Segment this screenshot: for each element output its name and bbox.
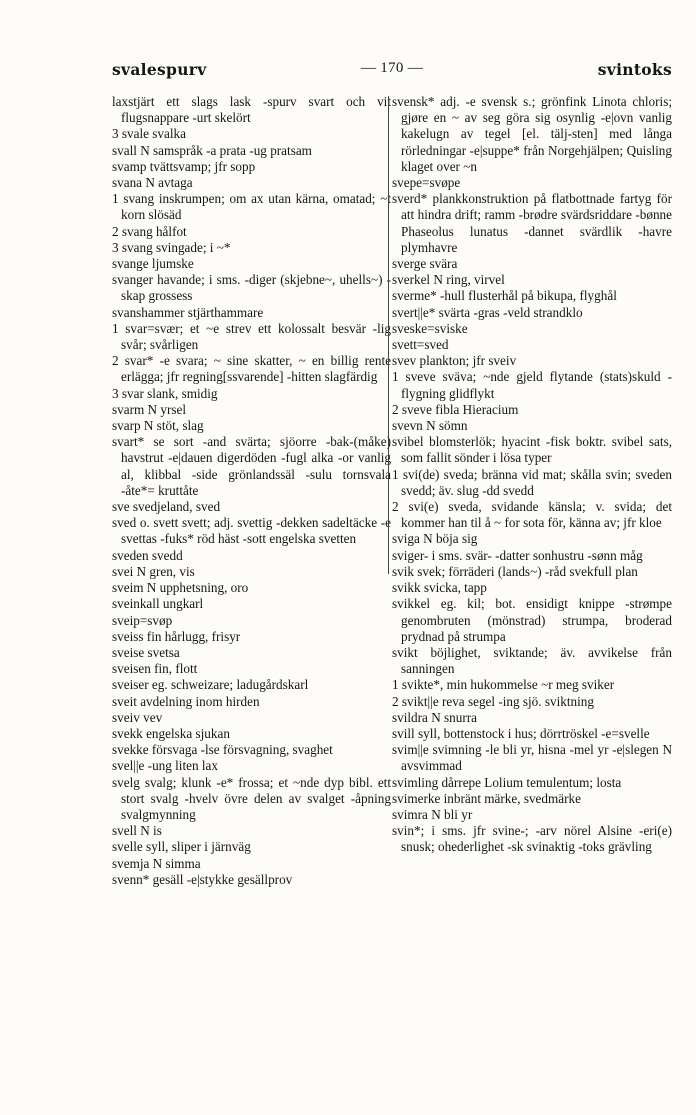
dictionary-entry: svev plankton; jfr sveiv bbox=[392, 353, 517, 369]
dictionary-entry: svanger havande; i sms. -diger (skjebne~, uhells~) -skap grossess bbox=[112, 272, 391, 304]
dictionary-entry: svikkel eg. kil; bot. ensidigt knippe -strømpe genombruten (mönstrad) strumpa, broderad prydnad på strumpa bbox=[392, 596, 672, 644]
dictionary-entry: sveiser eg. schweizare; ladugårdskarl bbox=[112, 677, 309, 693]
dictionary-entry: svenn* gesäll -e|stykke gesällprov bbox=[112, 871, 293, 887]
dictionary-entry: svikt böjlighet, sviktande; äv. avvikelse från sanningen bbox=[392, 644, 672, 677]
dictionary-entry: svik svek; förräderi (lands~) -råd svekfull plan bbox=[392, 563, 638, 579]
dictionary-entry: sve svedjeland, sved bbox=[112, 499, 221, 515]
dictionary-entry: sverkel N ring, virvel bbox=[392, 272, 505, 288]
dictionary-entry: 1 svang inskrumpen; om ax utan kärna, omatad; ~t korn slösäd bbox=[112, 191, 391, 223]
dictionary-entry: sveinkall ungkarl bbox=[112, 596, 204, 612]
dictionary-entry: svarm N yrsel bbox=[112, 401, 186, 417]
dictionary-entry: 2 svar* -e svara; ~ sine skatter, ~ en billig rente erlägga; jfr regning[ssvarende] -hitten slagfärdig bbox=[112, 353, 391, 385]
dictionary-entry: svarp N stöt, slag bbox=[112, 418, 204, 434]
dictionary-entry: svamp tvättsvamp; jfr sopp bbox=[112, 158, 256, 174]
dictionary-entry: sved o. svett svett; adj. svettig -dekken sadeltäcke -e svettas -fuks* röd häst -sott engelska svetten bbox=[112, 515, 391, 547]
right-guide-word: svintoks bbox=[597, 60, 672, 79]
dictionary-entry: svin*; i sms. jfr svine-; -arv nörel Alsine -eri(e) snusk; ohederlighet -sk svinaktig -toks grävling bbox=[392, 823, 672, 855]
dictionary-entry: sveim N upphetsning, oro bbox=[112, 580, 249, 596]
dictionary-entry: svibel blomsterlök; hyacint -fisk boktr. svibel sats, som fallit sönder i lösa typer bbox=[392, 434, 672, 466]
dictionary-entry: svensk* adj. -e svensk s.; grönfink Linota chloris; gjøre en ~ av seg göra sig osynlig -e|ovn vanlig kakelugn av tegel [el. tälj-sten] med långa rörledningar -e|suppe* från Norgehjälpen; Quisling klaget over ~n bbox=[392, 94, 672, 174]
dictionary-entry: laxstjärt ett slags lask -spurv svart och vit flugsnappare -urt skelört bbox=[112, 94, 391, 126]
dictionary-entry: svert||e* svärta -gras -veld strandklo bbox=[392, 304, 583, 320]
page-number: — 170 — bbox=[360, 60, 424, 76]
dictionary-entry: svimerke inbränt märke, svedmärke bbox=[392, 790, 581, 806]
dictionary-entry: svildra N snurra bbox=[392, 709, 477, 725]
dictionary-entry: svekke försvaga -lse försvagning, svaghet bbox=[112, 742, 333, 758]
dictionary-entry: sverme* -hull flusterhål på bikupa, flyghål bbox=[392, 288, 617, 304]
dictionary-entry: svimling dårrepe Lolium temulentum; losta bbox=[392, 774, 622, 790]
dictionary-entry: 1 svikte*, min hukommelse ~r meg sviker bbox=[392, 677, 615, 693]
dictionary-entry: svart* se sort -and svärta; sjöorre -bak-(måke) havstrut -e|dauen digerdöden -fugl alka -or vanlig al, klibbal -side grönlandssäl -sulu tornsvala -åte*= kruttåte bbox=[112, 434, 391, 498]
left-column bbox=[112, 94, 391, 888]
dictionary-entry: svelle syll, sliper i järnväg bbox=[112, 839, 251, 855]
dictionary-entry: svevn N sömn bbox=[392, 418, 468, 434]
page-header bbox=[112, 60, 672, 82]
dictionary-entry: svelg svalg; klunk -e* frossa; et ~nde dyp bibl. ett stort svalg -hvelv övre delen av svalget -åpning svalgmynning bbox=[112, 774, 391, 822]
dictionary-entry: svikk svicka, tapp bbox=[392, 580, 487, 596]
dictionary-entry: 2 svikt||e reva segel -ing sjö. sviktning bbox=[392, 693, 594, 709]
dictionary-entry: sviga N böja sig bbox=[392, 531, 478, 547]
dictionary-entry: 3 svang svingade; i ~* bbox=[112, 239, 231, 255]
dictionary-entry: svange ljumske bbox=[112, 256, 194, 272]
dictionary-entry: 2 sveve fibla Hieracium bbox=[392, 401, 519, 417]
dictionary-entry: svei N gren, vis bbox=[112, 563, 195, 579]
dictionary-entry: sveip=svøp bbox=[112, 612, 173, 628]
dictionary-entry: sveise svetsa bbox=[112, 644, 180, 660]
left-guide-word: svalespurv bbox=[112, 60, 207, 79]
dictionary-entry: svel||e -ung liten lax bbox=[112, 758, 218, 774]
right-column bbox=[392, 94, 672, 856]
dictionary-entry: svanshammer stjärthammare bbox=[112, 304, 264, 320]
dictionary-entry: sviger- i sms. svär- -datter sonhustru -sønn måg bbox=[392, 547, 643, 563]
dictionary-entry: svimra N bli yr bbox=[392, 806, 473, 822]
dictionary-entry: sverge svära bbox=[392, 256, 458, 272]
dictionary-entry: svall N samspråk -a prata -ug pratsam bbox=[112, 142, 312, 158]
dictionary-entry: 2 svi(e) sveda, svidande känsla; v. svida; det kommer han til å ~ for sota för, känna av; jfr kloe bbox=[392, 499, 672, 531]
dictionary-entry: 1 sveve sväva; ~nde gjeld flytande (stats)skuld -flygning glidflykt bbox=[392, 369, 672, 401]
dictionary-entry: 1 svi(de) sveda; bränna vid mat; skålla svin; sveden svedd; äv. slug -dd svedd bbox=[392, 466, 672, 498]
dictionary-entry: sveden svedd bbox=[112, 547, 183, 563]
dictionary-entry: svana N avtaga bbox=[112, 175, 193, 191]
dictionary-entry: svemja N simma bbox=[112, 855, 201, 871]
dictionary-entry: svekk engelska sjukan bbox=[112, 725, 230, 741]
dictionary-entry: 3 svale svalka bbox=[112, 126, 186, 142]
dictionary-entry: sverd* plankkonstruktion på flatbottnade fartyg för att hindra drift; ramm -brødre svärdsriddare -bønne Phaseolus lunatus -dannet svärdlik -havre plymhavre bbox=[392, 191, 672, 255]
dictionary-entry: sveiss fin hårlugg, frisyr bbox=[112, 628, 241, 644]
dictionary-entry: 1 svar=svær; et ~e strev ett kolossalt besvär -lig svår; svårligen bbox=[112, 320, 391, 353]
dictionary-entry: 3 svar slank, smidig bbox=[112, 385, 218, 401]
column-divider bbox=[388, 96, 389, 574]
dictionary-entry: svill syll, bottenstock i hus; dörrtröskel -e=svelle bbox=[392, 725, 650, 741]
dictionary-entry: sveisen fin, flott bbox=[112, 661, 198, 677]
dictionary-entry: svell N is bbox=[112, 823, 162, 839]
dictionary-entry: sveiv vev bbox=[112, 709, 163, 725]
dictionary-entry: sveit avdelning inom hirden bbox=[112, 693, 260, 709]
dictionary-entry: 2 svang hålfot bbox=[112, 223, 187, 239]
dictionary-entry: sveske=sviske bbox=[392, 320, 468, 336]
dictionary-entry: svim||e svimning -le bli yr, hisna -mel yr -e|slegen N avsvimmad bbox=[392, 742, 672, 774]
dictionary-entry: svett=sved bbox=[392, 337, 449, 353]
dictionary-entry: svepe=svøpe bbox=[392, 175, 461, 191]
